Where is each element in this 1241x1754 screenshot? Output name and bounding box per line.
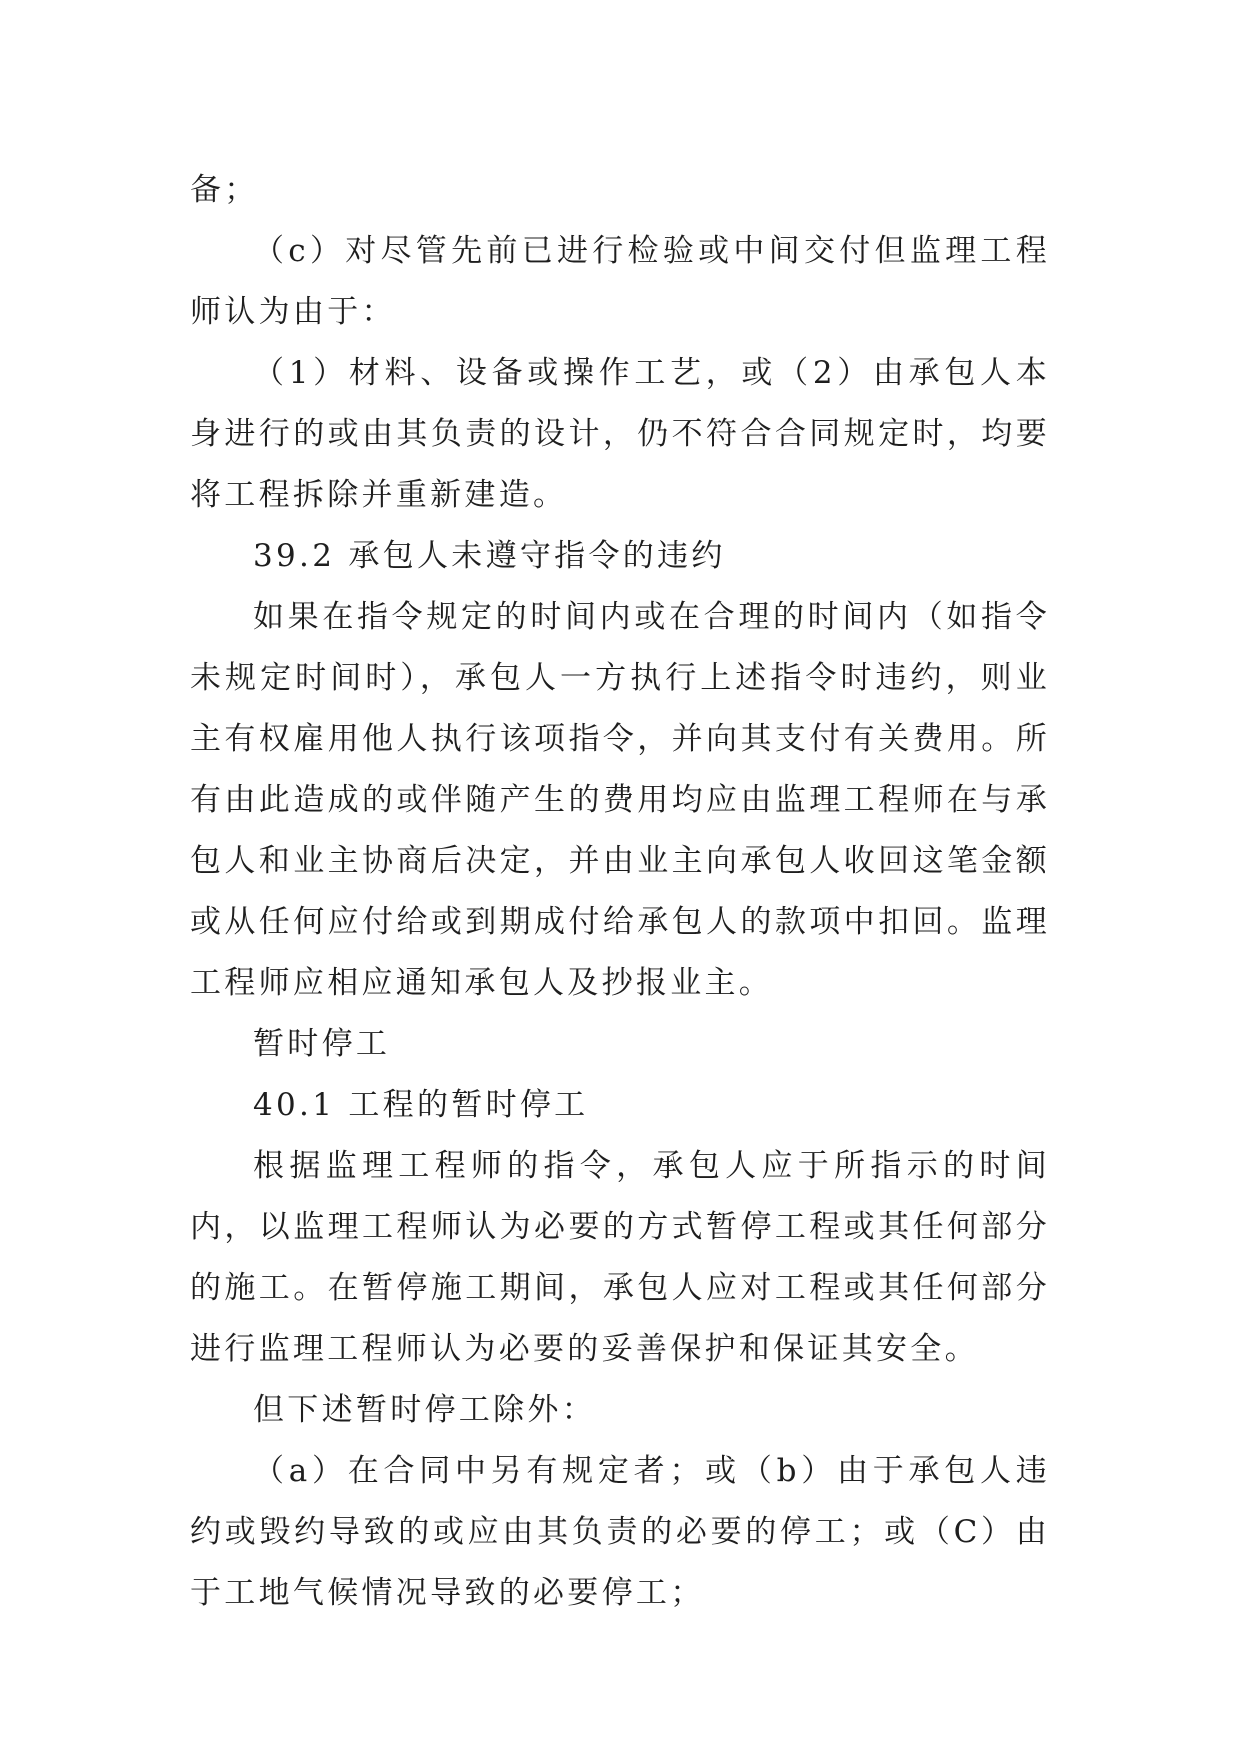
section-heading-40-1: 40.1 工程的暂时停工 (253, 1087, 589, 1123)
paragraph-40-1-body: 根据监理工程师的指令，承包人应于所指示的时间内，以监理工程师认为必要的方式暂停工程或其任何部分的施工。在暂停施工期间，承包人应对工程或其任何部分进行监理工程师认为必要的妥善保护和保证其安全。 (190, 1148, 1050, 1367)
paragraph-continuation: 备； (190, 172, 259, 208)
section-heading-39-2: 39.2 承包人未遵守指令的违约 (253, 538, 726, 574)
paragraph-exceptions-list: （a）在合同中另有规定者；或（b）由于承包人违约或毁约导致的或应由其负责的必要的停工；或（C）由于工地气候情况导致的必要停工； (190, 1453, 1050, 1611)
paragraph-39-2-body: 如果在指令规定的时间内或在合理的时间内（如指令未规定时间时），承包人一方执行上述指令时违约，则业主有权雇用他人执行该项指令，并向其支付有关费用。所有由此造成的或伴随产生的费用均应由监理工程师在与承包人和业主协商后决定，并由业主向承包人收回这笔金额或从任何应付给或到期成付给承包人的款项中扣回。监理工程师应相应通知承包人及抄报业主。 (190, 599, 1050, 1001)
paragraph-clause-c-items: （1）材料、设备或操作工艺，或（2）由承包人本身进行的或由其负责的设计，仍不符合合同规定时，均要将工程拆除并重新建造。 (190, 355, 1050, 513)
paragraph-clause-c: （c）对尽管先前已进行检验或中间交付但监理工程师认为由于： (190, 233, 1050, 330)
paragraph-exceptions-intro: 但下述暂时停工除外： (253, 1392, 596, 1428)
section-heading-suspension: 暂时停工 (253, 1026, 391, 1062)
document-body (190, 160, 1050, 1624)
